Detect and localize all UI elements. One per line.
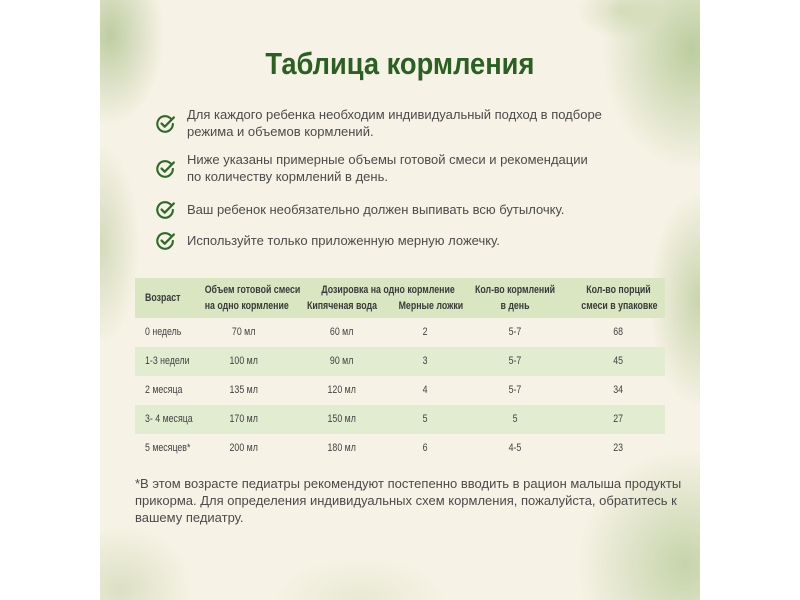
header-volume-line-2: на одно кормление bbox=[204, 300, 289, 312]
cell-spoons bbox=[392, 347, 458, 376]
cell-volume-value: 170 мл bbox=[229, 413, 258, 425]
header-water: Кипяченая вода bbox=[306, 300, 378, 312]
header-spoons: Мерные ложки bbox=[398, 300, 464, 312]
cell-water bbox=[292, 376, 392, 405]
header-portions-line-1: Кол-во порций bbox=[586, 284, 651, 296]
check-circle-icon bbox=[155, 157, 177, 179]
cell-portions bbox=[572, 405, 665, 434]
cell-volume-value: 100 мл bbox=[229, 355, 258, 367]
cell-volume-value: 135 мл bbox=[229, 384, 258, 396]
cell-portions-value: 34 bbox=[613, 384, 624, 396]
header-volume bbox=[195, 282, 301, 314]
cell-water-value: 90 мл bbox=[330, 355, 354, 367]
footnote-line: прикорма. Для определения индивидуальных схем кормления, пожалуйста, обратитесь к bbox=[135, 493, 677, 508]
info-bullet-line: по количеству кормлений в день. bbox=[187, 169, 388, 184]
info-bullet-line: Ваш ребенок необязательно должен выпивать всю бутылочку. bbox=[187, 201, 565, 217]
info-bullet-3 bbox=[155, 198, 564, 220]
cell-portions-value: 27 bbox=[613, 413, 624, 425]
info-bullet-line: Используйте только приложенную мерную ложечку. bbox=[187, 232, 500, 248]
footnote-line: *В этом возрасте педиатры рекомендуют постепенно вводить в рацион малыша продукты bbox=[135, 476, 682, 491]
cell-feedings bbox=[458, 318, 572, 347]
header-dosage bbox=[292, 282, 464, 314]
info-bullet-1 bbox=[155, 106, 602, 140]
cell-portions bbox=[572, 434, 665, 463]
header-portions bbox=[572, 282, 665, 314]
cell-spoons-value: 3 bbox=[422, 355, 428, 367]
info-bullet-text bbox=[187, 106, 602, 140]
table-row bbox=[135, 318, 665, 347]
cell-spoons-value: 2 bbox=[422, 326, 428, 338]
cell-age bbox=[135, 376, 195, 405]
table-row bbox=[135, 376, 665, 405]
cell-water-value: 60 мл bbox=[330, 326, 354, 338]
cell-portions-value: 45 bbox=[613, 355, 624, 367]
info-bullet-line: режима и объемов кормлений. bbox=[187, 124, 374, 139]
cell-age-value: 0 недель bbox=[145, 326, 182, 338]
table-row bbox=[135, 434, 665, 463]
cell-portions bbox=[572, 347, 665, 376]
cell-age-value: 2 месяца bbox=[145, 384, 183, 396]
cell-spoons bbox=[392, 376, 458, 405]
info-bullet-text bbox=[187, 201, 564, 218]
cell-feedings-value: 5-7 bbox=[508, 355, 522, 367]
info-bullet-text bbox=[187, 151, 588, 185]
table-row bbox=[135, 405, 665, 434]
cell-age-value: 5 месяцев* bbox=[145, 442, 191, 454]
cell-water bbox=[292, 405, 392, 434]
table-row bbox=[135, 347, 665, 376]
header-age-label: Возраст bbox=[145, 292, 181, 304]
check-circle-icon bbox=[155, 198, 177, 220]
cell-age bbox=[135, 318, 195, 347]
cell-volume bbox=[195, 376, 292, 405]
cell-feedings-value: 4-5 bbox=[508, 442, 522, 454]
header-dosage-label: Дозировка на одно кормление bbox=[321, 284, 455, 296]
cell-feedings bbox=[458, 405, 572, 434]
cell-water-value: 180 мл bbox=[327, 442, 357, 454]
check-circle-icon bbox=[155, 112, 177, 134]
cell-age-value: 3- 4 месяца bbox=[145, 413, 193, 425]
cell-water bbox=[292, 318, 392, 347]
cell-feedings-value: 5-7 bbox=[508, 384, 522, 396]
cell-age bbox=[135, 434, 195, 463]
page-title-text: Таблица кормления bbox=[265, 46, 535, 81]
check-circle-icon bbox=[155, 229, 177, 251]
table-header-row bbox=[135, 278, 665, 318]
cell-feedings bbox=[458, 434, 572, 463]
cell-portions bbox=[572, 376, 665, 405]
cell-portions-value: 68 bbox=[613, 326, 624, 338]
cell-feedings bbox=[458, 347, 572, 376]
cell-volume bbox=[195, 405, 292, 434]
cell-volume-value: 70 мл bbox=[231, 326, 256, 338]
feeding-table bbox=[135, 278, 665, 463]
cell-feedings bbox=[458, 376, 572, 405]
cell-volume bbox=[195, 318, 292, 347]
cell-age bbox=[135, 347, 195, 376]
cell-feedings-value: 5-7 bbox=[508, 326, 522, 338]
cell-water-value: 150 мл bbox=[327, 413, 357, 425]
cell-water bbox=[292, 434, 392, 463]
info-bullet-line: Ниже указаны примерные объемы готовой смеси и рекомендации bbox=[187, 152, 588, 167]
cell-volume bbox=[195, 347, 292, 376]
cell-spoons bbox=[392, 405, 458, 434]
header-feedings bbox=[458, 282, 572, 314]
cell-age-value: 1-3 недели bbox=[145, 355, 190, 367]
info-bullet-text bbox=[187, 232, 500, 249]
cell-volume bbox=[195, 434, 292, 463]
cell-spoons-value: 5 bbox=[422, 413, 428, 425]
cell-portions bbox=[572, 318, 665, 347]
info-bullet-4 bbox=[155, 229, 500, 251]
cell-volume-value: 200 мл bbox=[229, 442, 258, 454]
cell-spoons-value: 6 bbox=[422, 442, 428, 454]
footnote-line: вашему педиатру. bbox=[135, 510, 244, 525]
cell-water-value: 120 мл bbox=[327, 384, 357, 396]
header-dosage-subcolumns bbox=[292, 298, 464, 314]
header-feedings-line-2: в день bbox=[500, 300, 530, 312]
footnote bbox=[135, 475, 681, 526]
feeding-chart-panel bbox=[100, 0, 700, 600]
cell-spoons bbox=[392, 318, 458, 347]
page-title bbox=[100, 41, 700, 87]
header-portions-line-2: смеси в упаковке bbox=[581, 300, 658, 312]
cell-age bbox=[135, 405, 195, 434]
cell-water bbox=[292, 347, 392, 376]
header-feedings-line-1: Кол-во кормлений bbox=[474, 284, 556, 296]
header-volume-line-1: Объем готовой смеси bbox=[204, 284, 301, 296]
info-bullet-line: Для каждого ребенка необходим индивидуальный подход в подборе bbox=[187, 107, 602, 122]
cell-portions-value: 23 bbox=[613, 442, 624, 454]
cell-spoons-value: 4 bbox=[422, 384, 428, 396]
info-bullet-2 bbox=[155, 151, 588, 185]
header-age bbox=[135, 290, 195, 306]
cell-spoons bbox=[392, 434, 458, 463]
cell-feedings-value: 5 bbox=[512, 413, 518, 425]
